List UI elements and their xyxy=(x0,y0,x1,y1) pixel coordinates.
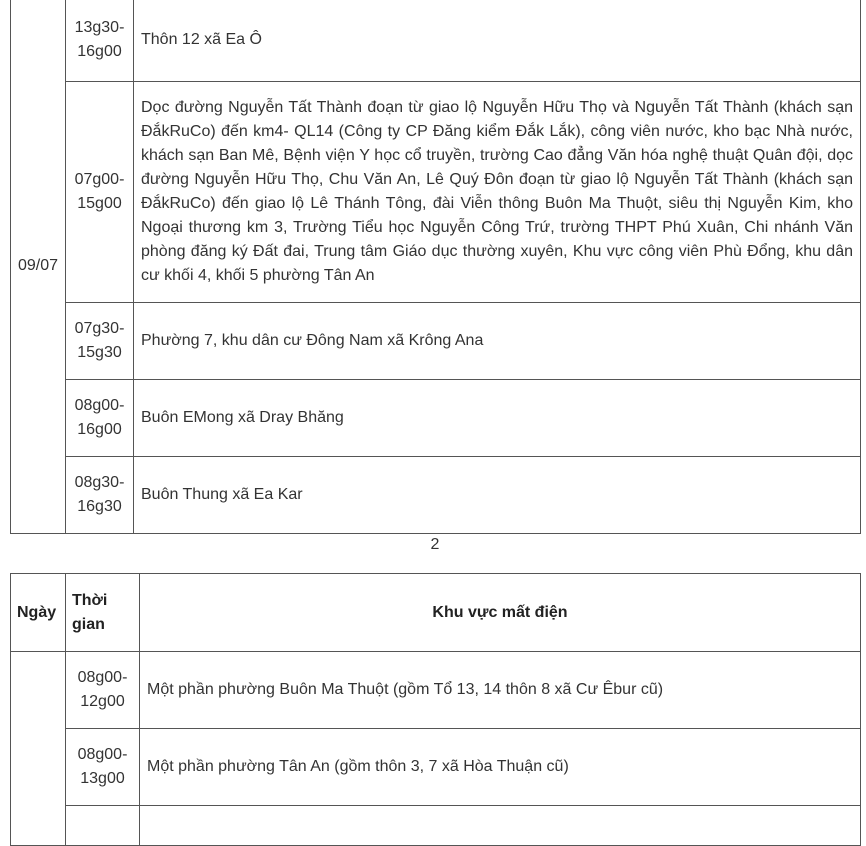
time-end: 15g00 xyxy=(77,195,122,212)
time-cell xyxy=(66,0,134,82)
time-start: 08g00- xyxy=(77,746,128,763)
table-row xyxy=(11,457,861,534)
table-row xyxy=(11,82,861,303)
area-cell: Dọc đường Nguyễn Tất Thành đoạn từ giao lộ Nguyễn Hữu Thọ và Nguyễn Tất Thành (khách sạn ĐắkRuCo) đến km4- QL14 (Công ty CP Đăng kiểm Đắk Lắk), công viên nước, kho bạc Nhà nước, khách sạn Ban Mê, Bệnh viện Y học cổ truyền, trường Cao đẳng Văn hóa nghệ thuật Quân đội, dọc đường Nguyễn Hữu Thọ, Chu Văn An, Lê Quý Đôn đoạn từ giao lộ Nguyễn Tất Thành (khách sạn ĐắkRuCo) đến giao lộ Lê Thánh Tông, đài Viễn thông Buôn Ma Thuột, siêu thị Nguyễn Kim, kho Ngoại thương km 3, Trường Tiểu học Nguyễn Công Trứ, trường THPT Phú Xuân, Chi nhánh Văn phòng đăng ký Đất đai, Trung tâm Giáo dục thường xuyên, Khu vực công viên Phù Đổng, khu dân cư khối 4, khối 5 phường Tân An xyxy=(134,82,861,303)
header-area: Khu vực mất điện xyxy=(140,574,861,652)
header-time-line2: gian xyxy=(72,615,105,633)
time-end: 15g30 xyxy=(77,344,122,361)
table-row xyxy=(11,652,861,729)
header-date: Ngày xyxy=(11,574,66,652)
table-row xyxy=(11,0,861,82)
area-cell: Buôn EMong xã Dray Bhăng xyxy=(134,380,861,457)
time-end: 16g30 xyxy=(77,498,122,515)
area-cell: Buôn Thung xã Ea Kar xyxy=(134,457,861,534)
table-row xyxy=(11,729,861,806)
time-end: 16g00 xyxy=(77,43,122,60)
time-cell xyxy=(66,82,134,303)
time-end: 16g00 xyxy=(77,421,122,438)
area-cell: Một phần phường Buôn Ma Thuột (gồm Tổ 13, 14 thôn 8 xã Cư Êbur cũ) xyxy=(140,652,861,729)
outage-schedule-table-2 xyxy=(10,573,861,846)
table-row xyxy=(11,806,861,846)
area-cell: Một phần phường Tân An (gồm thôn 3, 7 xã Hòa Thuận cũ) xyxy=(140,729,861,806)
time-cell xyxy=(66,729,140,806)
time-start: 13g30- xyxy=(74,19,125,36)
date-cell xyxy=(11,652,66,846)
header-time xyxy=(66,574,140,652)
time-cell xyxy=(66,652,140,729)
page-number: 2 xyxy=(430,536,440,553)
table-row xyxy=(11,380,861,457)
time-end: 13g00 xyxy=(80,770,125,787)
time-start: 08g30- xyxy=(74,474,125,491)
time-cell xyxy=(66,380,134,457)
time-end: 12g00 xyxy=(80,693,125,710)
time-start: 07g30- xyxy=(74,320,125,337)
time-start: 08g00- xyxy=(74,397,125,414)
time-cell xyxy=(66,303,134,380)
header-time-line1: Thời xyxy=(72,591,108,609)
time-start: 08g00- xyxy=(77,669,128,686)
table-row xyxy=(11,303,861,380)
time-cell xyxy=(66,806,140,846)
area-cell: Thôn 12 xã Ea Ô xyxy=(134,0,861,82)
time-cell xyxy=(66,457,134,534)
area-cell: Phường 7, khu dân cư Đông Nam xã Krông Ana xyxy=(134,303,861,380)
table-header-row xyxy=(11,574,861,652)
area-cell xyxy=(140,806,861,846)
time-start: 07g00- xyxy=(74,171,125,188)
date-cell: 09/07 xyxy=(11,0,66,534)
outage-schedule-table-1 xyxy=(10,0,861,534)
